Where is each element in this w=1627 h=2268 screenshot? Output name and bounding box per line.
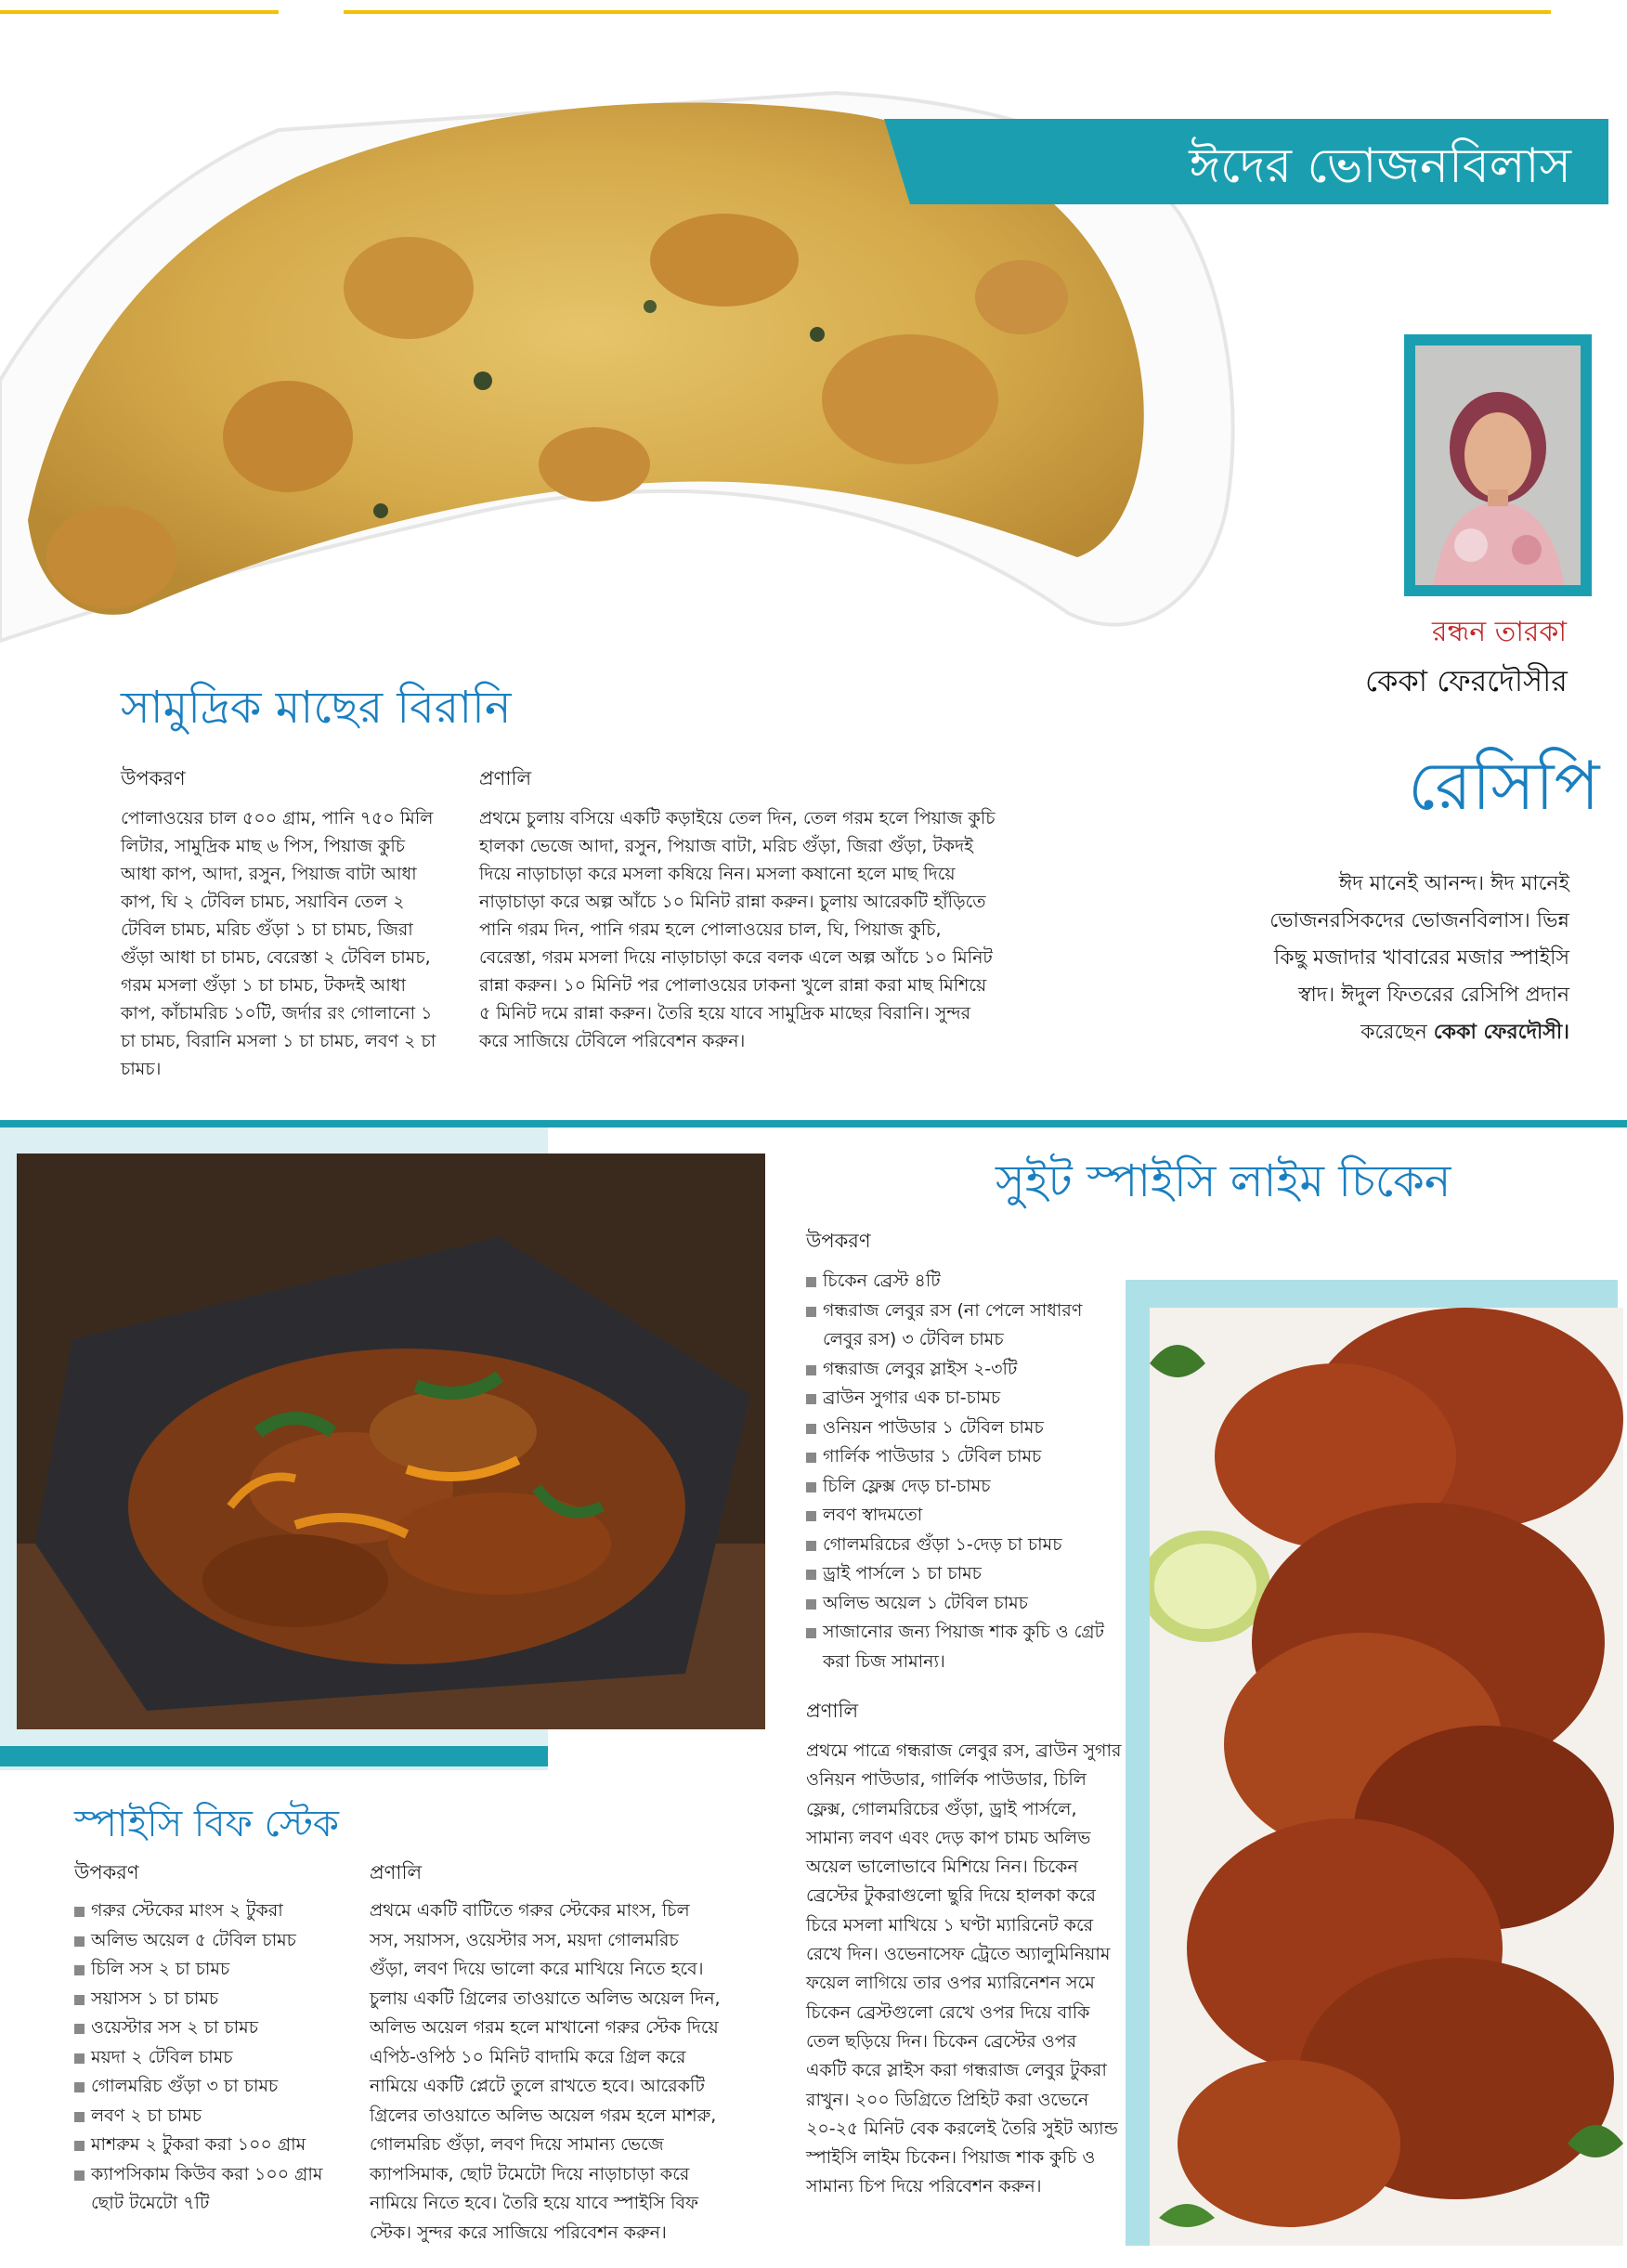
author-portrait bbox=[1415, 345, 1581, 585]
chicken-illustration bbox=[1150, 1308, 1623, 2246]
intro-author-name: কেকা ফেরদৌসী। bbox=[1433, 1021, 1569, 1044]
list-item: অলিভ অয়েল ১ টেবিল চামচ bbox=[806, 1589, 1113, 1619]
list-item: লবণ স্বাদমতো bbox=[806, 1501, 1113, 1531]
chicken-title: সুইট স্পাইসি লাইম চিকেন bbox=[996, 1155, 1451, 1207]
biryani-ingredients-label: উপকরণ bbox=[121, 767, 186, 789]
author-tag: রন্ধন তারকা bbox=[1432, 616, 1568, 648]
list-item: ওনিয়ন পাউডার ১ টেবিল চামচ bbox=[806, 1414, 1113, 1443]
beef-method-label: প্রণালি bbox=[370, 1861, 423, 1883]
author-name: কেকা ফেরদৌসীর bbox=[1365, 663, 1568, 698]
chicken-method-label: প্রণালি bbox=[806, 1700, 859, 1722]
top-rule-svg bbox=[0, 10, 1627, 14]
section-banner bbox=[910, 119, 1608, 204]
biryani-method-label: প্রণালি bbox=[479, 767, 532, 789]
list-item: গরুর স্টেকের মাংস ২ টুকরা bbox=[74, 1897, 353, 1926]
biryani-ingredients: পোলাওয়ের চাল ৫০০ গ্রাম, পানি ৭৫০ মিলি লিটার, সামুদ্রিক মাছ ৬ পিস, পিয়াজ কুচি আধা কাপ, আদা, রসুন, পিয়াজ বাটা আধা কাপ, ঘি ২ টেবিল চামচ, সয়াবিন তেল ২ টেবিল চামচ, মরিচ গুঁড়া ১ চা চামচ, জিরা গুঁড়া আধা চা চামচ, বেরেস্তা ২ টেবিল চামচ, গরম মসলা গুঁড়া ১ চা চামচ, টকদই আধা কাপ, কাঁচামরিচ ১০টি, জর্দার রং গোলানো ১ চা চামচ, বিরানি মসলা ১ চা চামচ, লবণ ২ চা চামচ। bbox=[121, 808, 436, 1079]
chicken-photo bbox=[1150, 1308, 1623, 2246]
banner-notch bbox=[884, 119, 910, 204]
list-item: চিলি ফ্লেক্স দেড় চা-চামচ bbox=[806, 1472, 1113, 1502]
list-item: মাশরুম ২ টুকরা করা ১০০ গ্রাম bbox=[74, 2131, 353, 2160]
list-item: গার্লিক পাউডার ১ টেবিল চামচ bbox=[806, 1442, 1113, 1472]
beef-illustration bbox=[17, 1154, 765, 1729]
list-item: লবণ ২ চা চামচ bbox=[74, 2102, 353, 2131]
intro-paragraph bbox=[1244, 866, 1569, 1051]
list-item: গন্ধরাজ লেবুর স্লাইস ২-৩টি bbox=[806, 1355, 1113, 1385]
biryani-title: সামুদ্রিক মাছের বিরানি bbox=[121, 682, 512, 734]
recipe-heading: রেসিপি bbox=[1408, 747, 1600, 825]
list-item: ড্রাই পার্সলে ১ চা চামচ bbox=[806, 1559, 1113, 1589]
list-item: ক্যাপসিকাম কিউব করা ১০০ গ্রাম ছোট টমেটো ৭টি bbox=[74, 2160, 353, 2219]
teal-accent-bar bbox=[0, 1746, 548, 1766]
list-item: চিকেন ব্রেস্ট ৪টি bbox=[806, 1267, 1113, 1297]
biryani-method: প্রথমে চুলায় বসিয়ে একটি কড়াইয়ে তেল দিন, তেল গরম হলে পিয়াজ কুচি হালকা ভেজে আদা, রসুন, পিয়াজ বাটা, মরিচ গুঁড়া, জিরা গুঁড়া, টকদই দিয়ে নাড়াচাড়া করে মসলা কষিয়ে নিন। মসলা কষানো হলে মাছ দিয়ে নাড়াচাড়া করে অল্প আঁচে ১০ মিনিট রান্না করুন। চুলায় আরেকটি হাঁড়িতে পানি গরম দিন, পানি গরম হলে পোলাওয়ের চাল, ঘি, পিয়াজ কুচি, বেরেস্তা, গরম মসলা দিয়ে নাড়াচাড়া করে বলক এলে অল্প আঁচে ১০ মিনিট রান্না করুন। ১০ মিনিট পর পোলাওয়ের ঢাকনা খুলে রান্না করা মাছ মিশিয়ে ৫ মিনিট দমে রান্না করুন। তৈরি হয়ে যাবে সামুদ্রিক মাছের বিরানি। সুন্দর করে সাজিয়ে টেবিলে পরিবেশন করুন। bbox=[479, 808, 996, 1051]
beef-ingredients-label: উপকরণ bbox=[74, 1861, 139, 1883]
beef-ingredients-list bbox=[74, 1897, 353, 2219]
chicken-method: প্রথমে পাত্রে গন্ধরাজ লেবুর রস, ব্রাউন সুগার ওনিয়ন পাউডার, গার্লিক পাউডার, চিলি ফ্লেক্স, গোলমরিচের গুঁড়া, ড্রাই পার্সলে, সামান্য লবণ এবং দেড় কাপ চামচ অলিভ অয়েল ভালোভাবে মিশিয়ে নিন। চিকেন ব্রেস্টের টুকরাগুলো ছুরি দিয়ে হালকা করে চিরে মসলা মাখিয়ে ১ ঘণ্টা ম্যারিনেট করে রেখে দিন। ওভেনাসেফ ট্রেতে অ্যালুমিনিয়াম ফয়েল লাগিয়ে তার ওপর ম্যারিনেশন সমে চিকেন ব্রেস্টগুলো রেখে ওপর দিয়ে বাকি তেল ছড়িয়ে দিন। চিকেন ব্রেস্টের ওপর একটি করে স্লাইস করা গন্ধরাজ লেবুর টুকরা রাখুন। ২০০ ডিগ্রিতে প্রিহিট করা ওভেনে ২০-২৫ মিনিট বেক করলেই তৈরি সুইট অ্যান্ড স্পাইসি লাইম চিকেন। পিয়াজ শাক কুচি ও সামান্য চিপ দিয়ে পরিবেশন করুন। bbox=[806, 1740, 1122, 2197]
author-photo bbox=[1404, 334, 1592, 596]
list-item: অলিভ অয়েল ৫ টেবিল চামচ bbox=[74, 1926, 353, 1956]
beef-title: স্পাইসি বিফ স্টেক bbox=[74, 1803, 340, 1845]
chicken-ingredients-label: উপকরণ bbox=[806, 1230, 871, 1252]
list-item: গোলমরিচের গুঁড়া ১-দেড় চা চামচ bbox=[806, 1531, 1113, 1560]
teal-divider bbox=[0, 1120, 1627, 1127]
beef-photo bbox=[17, 1154, 765, 1729]
list-item: সয়াসস ১ চা চামচ bbox=[74, 1985, 353, 2014]
beef-method: প্রথমে একটি বাটিতে গরুর স্টেকের মাংস, চিল সস, সয়াসস, ওয়েস্টার সস, ময়দা গোলমরিচ গুঁড়া, লবণ দিয়ে ভালো করে মাখিয়ে নিতে হবে। চুলায় একটি গ্রিলের তাওয়াতে অলিভ অয়েল দিন, অলিভ অয়েল গরম হলে মাখানো গরুর স্টেক দিয়ে এপিঠ-ওপিঠ ১০ মিনিট বাদামি করে গ্রিল করে নামিয়ে একটি প্লেটে তুলে রাখতে হবে। আরেকটি গ্রিলের তাওয়াতে অলিভ অয়েল গরম হলে মাশরু, গোলমরিচ গুঁড়া, লবণ দিয়ে সামান্য ভেজে ক্যাপসিমাক, ছোট টমেটো দিয়ে নাড়াচাড়া করে নামিয়ে নিতে হবে। তৈরি হয়ে যাবে স্পাইসি বিফ স্টেক। সুন্দর করে সাজিয়ে পরিবেশন করুন। bbox=[370, 1900, 721, 2243]
list-item: ওয়েস্টার সস ২ চা চামচ bbox=[74, 2014, 353, 2043]
list-item: গন্ধরাজ লেবুর রস (না পেলে সাধারণ লেবুর রস) ৩ টেবিল চামচ bbox=[806, 1297, 1113, 1355]
list-item: ব্রাউন সুগার এক চা-চামচ bbox=[806, 1384, 1113, 1414]
list-item: গোলমরিচ গুঁড়া ৩ চা চামচ bbox=[74, 2072, 353, 2102]
intro-text: ঈদ মানেই আনন্দ। ঈদ মানেই ভোজনরসিকদের ভোজনবিলাস। ভিন্ন কিছু মজাদার খাবারের মজার স্পাইসি স্বাদ। ঈদুল ফিতরের রেসিপি প্রদান করেছেন bbox=[1269, 872, 1569, 1044]
list-item: সাজানোর জন্য পিয়াজ শাক কুচি ও গ্রেট করা চিজ সামান্য। bbox=[806, 1618, 1113, 1676]
list-item: চিলি সস ২ চা চামচ bbox=[74, 1955, 353, 1985]
section-title: ঈদের ভোজনবিলাস bbox=[1189, 138, 1571, 194]
list-item: ময়দা ২ টেবিল চামচ bbox=[74, 2043, 353, 2073]
top-rule bbox=[0, 0, 1627, 4]
chicken-ingredients-list bbox=[806, 1267, 1113, 1676]
